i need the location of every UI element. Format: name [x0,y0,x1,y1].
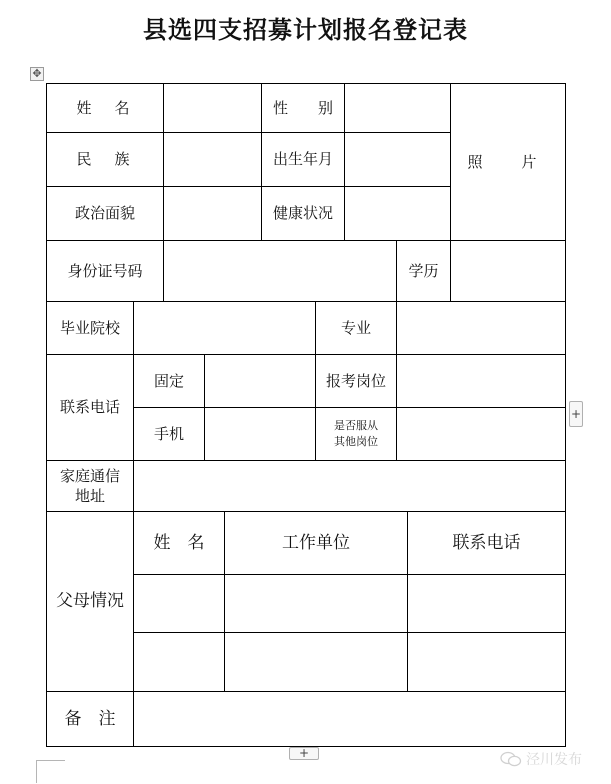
birth-label-text: 出生年月 [272,150,333,169]
id-number-label [46,240,164,302]
parents-phone-header-text: 联系电话 [452,532,521,553]
major-label [315,301,397,355]
photo-cell[interactable] [450,83,566,241]
parent2-name-cell[interactable] [133,632,225,692]
mobile-label [133,407,205,461]
landline-input-cell[interactable] [204,354,316,408]
address-label: 家庭通信 地址 [46,460,134,512]
name-label-text: 姓 名 [76,98,134,117]
birth-input-cell[interactable] [344,132,451,187]
position-input-cell[interactable] [396,354,566,408]
parents-name-header [133,511,225,575]
remarks-label [46,691,134,747]
parents-name-header-text: 姓 名 [153,532,205,553]
phone-label-text: 联系电话 [59,398,120,417]
id-number-input-cell[interactable] [163,240,397,302]
parent2-work-cell[interactable] [224,632,408,692]
parents-label-text: 父母情况 [56,591,124,612]
school-label [46,301,134,355]
name-label [46,83,164,133]
education-label [396,240,451,302]
major-input-cell[interactable] [396,301,566,355]
photo-label: 照 片 [467,152,549,171]
gender-input-cell[interactable] [344,83,451,133]
ethnicity-label [46,132,164,187]
ethnicity-input-cell[interactable] [163,132,262,187]
parents-label [46,511,134,692]
politics-label [46,186,164,241]
address-input-cell[interactable] [133,460,566,512]
education-label-text: 学历 [408,261,439,280]
parent1-name-cell[interactable] [133,574,225,633]
parents-work-header [224,511,408,575]
parent1-work-cell[interactable] [224,574,408,633]
adjust-label: 是否服从 其他岗位 [315,407,397,461]
watermark-text: 泾川发布 [526,752,582,768]
politics-input-cell[interactable] [163,186,262,241]
name-input-cell[interactable] [163,83,262,133]
phone-label [46,354,134,461]
parents-work-header-text: 工作单位 [282,532,350,553]
landline-label-text: 固定 [153,371,184,390]
gender-label-text: 性 别 [272,98,333,117]
ethnicity-label-text: 民 族 [76,150,134,169]
table-move-handle-icon[interactable]: ✥ [30,67,44,81]
id-number-label-text: 身份证号码 [67,261,143,280]
politics-label-text: 政治面貌 [74,204,135,223]
gender-label [261,83,345,133]
wechat-icon [500,751,522,767]
landline-label [133,354,205,408]
remarks-input-cell[interactable] [133,691,566,747]
document-title: 县选四支招募计划报名登记表 [143,16,468,44]
parents-phone-header [407,511,566,575]
add-column-button[interactable]: + [569,401,583,427]
education-input-cell[interactable] [450,240,566,302]
health-label-text: 健康状况 [272,204,333,223]
mobile-label-text: 手机 [153,424,184,443]
page-corner-marker [36,760,65,783]
mobile-input-cell[interactable] [204,407,316,461]
school-input-cell[interactable] [133,301,316,355]
position-label-text: 报考岗位 [325,371,386,390]
remarks-label-text: 备 注 [64,708,116,729]
major-label-text: 专业 [340,318,371,337]
parent1-phone-cell[interactable] [407,574,566,633]
school-label-text: 毕业院校 [59,318,120,337]
parent2-phone-cell[interactable] [407,632,566,692]
position-label [315,354,397,408]
adjust-input-cell[interactable] [396,407,566,461]
birth-label [261,132,345,187]
add-row-button[interactable]: + [289,747,319,760]
watermark [500,749,582,769]
health-label [261,186,345,241]
health-input-cell[interactable] [344,186,451,241]
